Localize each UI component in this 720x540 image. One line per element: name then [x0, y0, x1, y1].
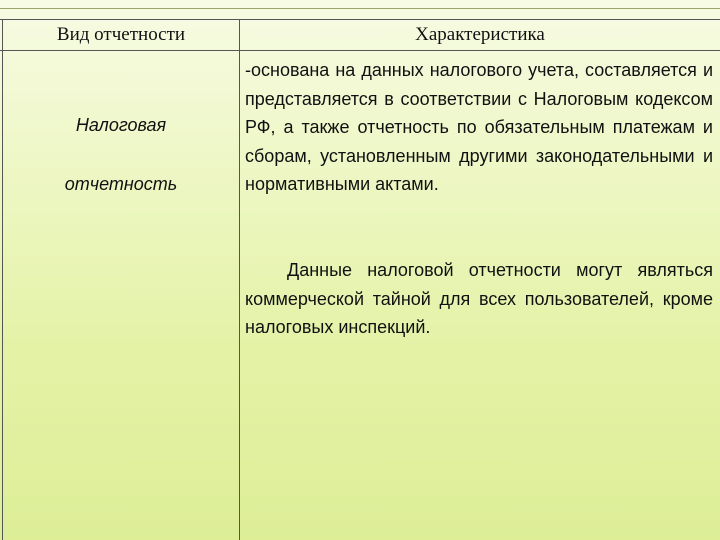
table-top-border: [0, 19, 720, 20]
table-left-border: [2, 19, 3, 540]
header-report-type: Вид отчетности: [56, 24, 186, 45]
characteristic-paragraph-1: -основана на данных налогового учета, составляется и представляется в соответствии с Налоговым кодексом РФ, а также отчетность по обязательным платежам и сборам, установленным другими законодательными и нормативными актами.: [245, 60, 713, 194]
header-characteristic: Характеристика: [415, 24, 545, 45]
report-type-line-2: отчетность: [64, 174, 178, 194]
characteristic-paragraph-2: Данные налоговой отчетности могут являться коммерческой тайной для всех пользователей, кроме налоговых инспекций.: [245, 260, 713, 337]
table-outer-top-border: [0, 8, 720, 9]
report-type-line-1: Налоговая: [75, 115, 167, 135]
header-divider: [0, 50, 720, 51]
column-divider: [239, 19, 240, 540]
